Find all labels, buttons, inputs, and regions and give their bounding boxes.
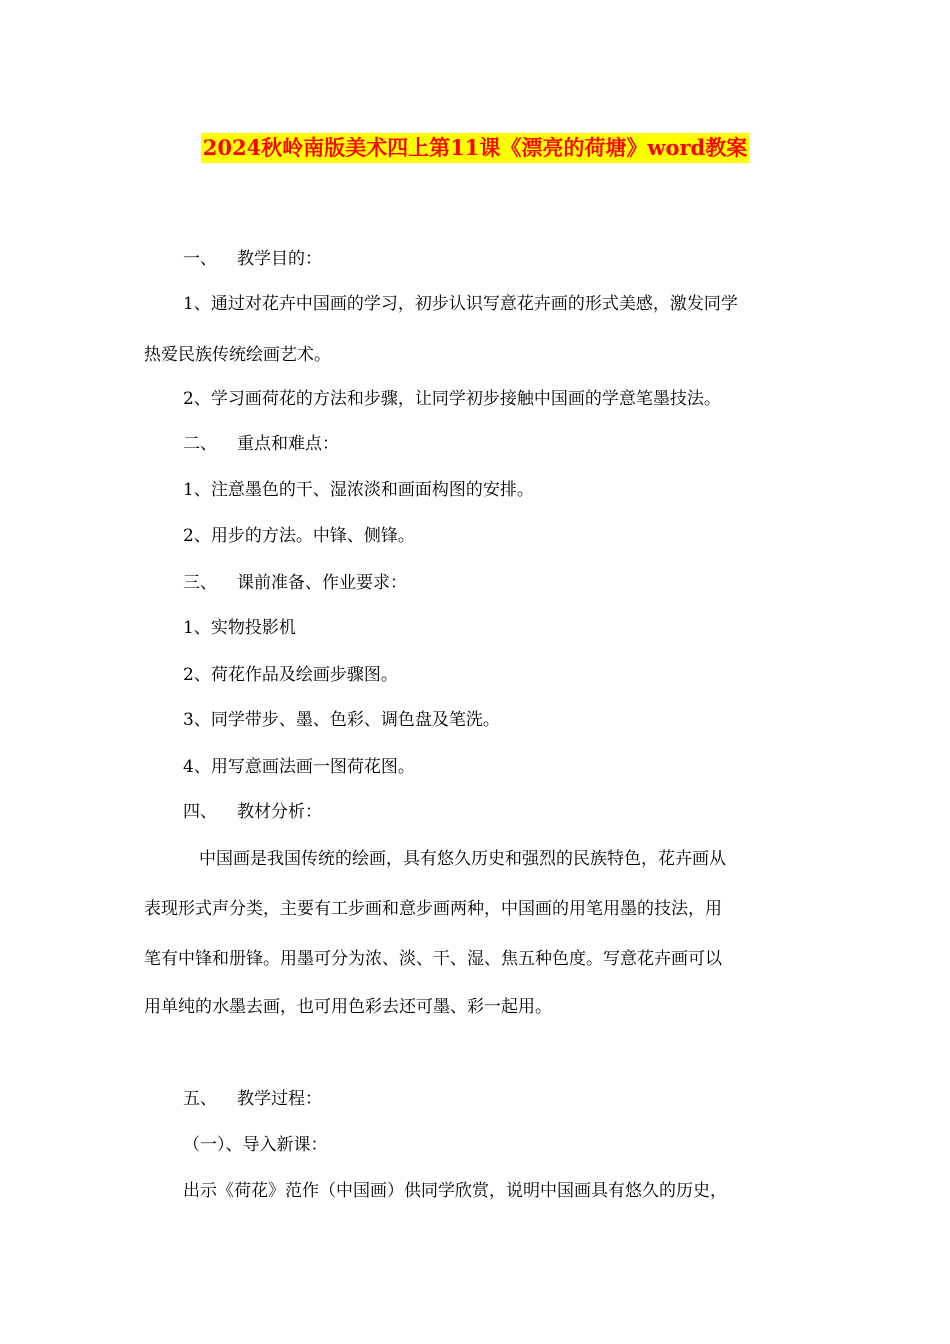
section-number: 五、 bbox=[183, 1089, 217, 1109]
section-heading-5 bbox=[183, 1086, 322, 1112]
subsection-heading: （一）、导入新课： bbox=[183, 1135, 328, 1155]
section-heading-3 bbox=[183, 570, 407, 596]
paragraph-line: 表现形式声分类，主要有工步画和意步画两种，中国画的用笔用墨的技法，用 bbox=[144, 899, 722, 919]
paragraph-line: 用单纯的水墨去画，也可用色彩去还可墨、彩一起用。 bbox=[144, 997, 552, 1017]
document-title: 2024秋岭南版美术四上第11课《漂亮的荷塘》word教案 bbox=[201, 133, 750, 163]
section-number: 四、 bbox=[183, 802, 217, 822]
section-number: 一、 bbox=[183, 249, 217, 269]
section-heading-1 bbox=[183, 246, 322, 272]
section-title: 教材分析： bbox=[237, 802, 322, 822]
section-heading-4 bbox=[183, 799, 322, 825]
paragraph-line: 1、注意墨色的干、湿浓淡和画面构图的安排。 bbox=[183, 480, 534, 500]
paragraph-line: 笔有中锋和册锋。用墨可分为浓、淡、干、湿、焦五种色度。写意花卉画可以 bbox=[144, 949, 722, 969]
list-item: 2、荷花作品及绘画步骤图。 bbox=[183, 665, 398, 685]
paragraph-line: 1、通过对花卉中国画的学习，初步认识写意花卉画的形式美感，激发同学 bbox=[183, 294, 738, 314]
title-container bbox=[0, 133, 950, 163]
section-title: 重点和难点： bbox=[237, 434, 339, 454]
list-item: 1、实物投影机 bbox=[183, 618, 296, 638]
section-title: 课前准备、作业要求： bbox=[237, 573, 407, 593]
section-number: 二、 bbox=[183, 434, 217, 454]
list-item: 3、同学带步、墨、色彩、调色盘及笔洗。 bbox=[183, 710, 500, 730]
section-title: 教学过程： bbox=[237, 1089, 322, 1109]
section-heading-2 bbox=[183, 431, 339, 457]
section-title: 教学目的： bbox=[237, 249, 322, 269]
paragraph-line: 中国画是我国传统的绘画，具有悠久历史和强烈的民族特色，花卉画从 bbox=[199, 849, 726, 869]
list-item: 4、用写意画法画一图荷花图。 bbox=[183, 757, 415, 777]
section-number: 三、 bbox=[183, 573, 217, 593]
paragraph-line: 出示《荷花》范作（中国画）供同学欣赏，说明中国画具有悠久的历史， bbox=[183, 1181, 727, 1201]
paragraph-line: 热爱民族传统绘画艺术。 bbox=[144, 345, 331, 365]
paragraph-line: 2、学习画荷花的方法和步骤，让同学初步接触中国画的学意笔墨技法。 bbox=[183, 389, 721, 409]
paragraph-line: 2、用步的方法。中锋、侧锋。 bbox=[183, 526, 415, 546]
